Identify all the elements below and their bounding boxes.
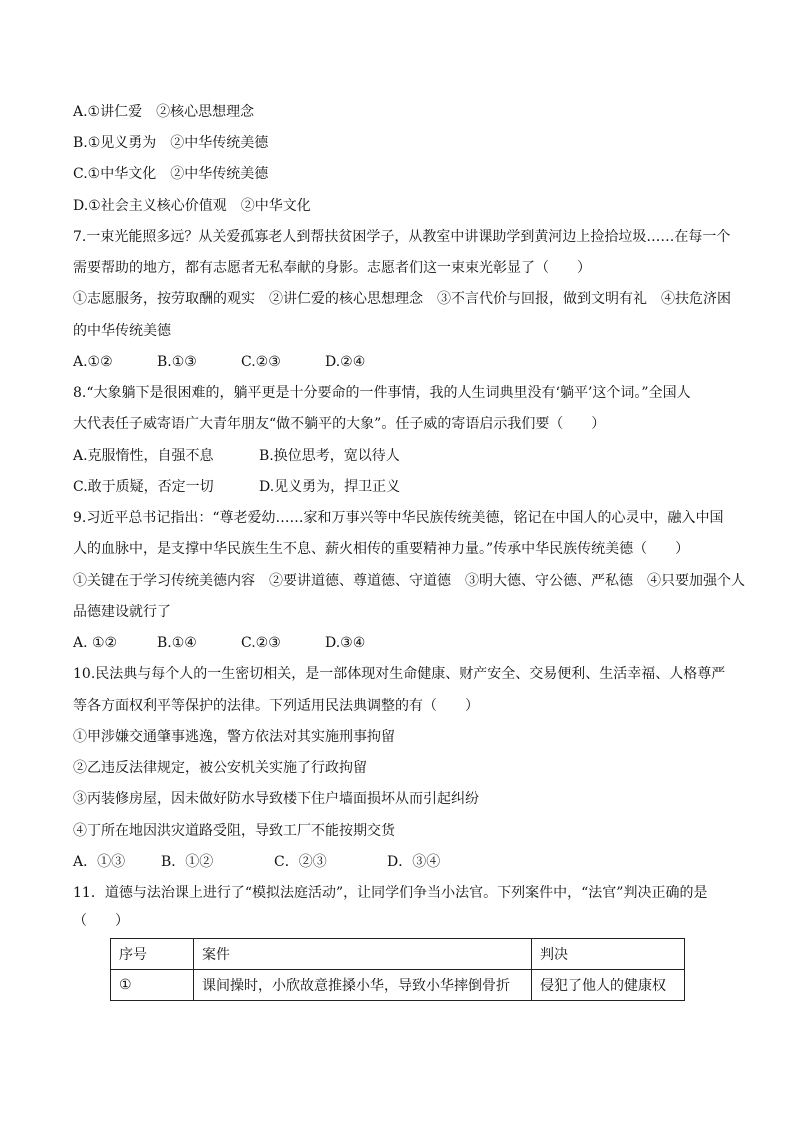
q11-stem-line-2: （ ） xyxy=(73,913,129,929)
q6-option-b: B.①见义勇为 ②中华传统美德 xyxy=(73,135,269,151)
q8-options-row-2 xyxy=(73,478,733,496)
table-header-row xyxy=(111,939,685,970)
q10-option-c: C．②③ xyxy=(274,854,327,870)
q9-stem-line-2: 人的血脉中，是支撑中华民族生生不息、薪火相传的重要精神力量。”传承中华民族传统美德（ ） xyxy=(73,541,690,557)
q7-option-a: A.①② xyxy=(73,354,113,370)
q10-statement-3: ③丙装修房屋，因未做好防水导致楼下住户墙面损坏从而引起纠纷 xyxy=(73,791,479,807)
q9-statements-line-1: ①关键在于学习传统美德内容 ②要讲道德、尊道德、守道德 ③明大德、守公德、严私德 ④只要加强个人 xyxy=(73,573,745,589)
q7-options xyxy=(73,353,733,371)
q7-stem-line-2: 需要帮助的地方，都有志愿者无私奉献的身影。志愿者们这一束束光彰显了（ ） xyxy=(73,260,591,276)
q9-option-c: C.②③ xyxy=(241,635,281,651)
q9-options xyxy=(73,634,733,652)
q8-stem-line-1: 8.“大象躺下是很困难的，躺平更是十分要命的一件事情，我的人生词典里没有‘躺平’这个词。”全国人 xyxy=(73,385,691,401)
q7-option-c: C.②③ xyxy=(241,354,281,370)
table-row xyxy=(111,970,685,1001)
q10-option-d: D．③④ xyxy=(387,854,441,870)
q7-option-d: D.②④ xyxy=(325,354,366,370)
q11-stem-line-1: 11．道德与法治课上进行了“模拟法庭活动”，让同学们争当小法官。下列案件中，“法官”判决正确的是 xyxy=(73,885,708,901)
case-table xyxy=(110,938,685,1001)
q8-option-b: B.换位思考，宽以待人 xyxy=(259,448,400,464)
q10-statement-1: ①甲涉嫌交通肇事逃逸，警方依法对其实施刑事拘留 xyxy=(73,729,395,745)
q7-option-b: B.①③ xyxy=(157,354,197,370)
header-case: 案件 xyxy=(194,939,532,970)
q7-statements-line-2: 的中华传统美德 xyxy=(73,323,171,339)
q7-statements-line-1: ①志愿服务，按劳取酬的观实 ②讲仁爱的核心思想理念 ③不言代价与回报，做到文明有礼 ④扶危济困 xyxy=(73,291,731,307)
q10-stem-line-2: 等各方面权利平等保护的法律。下列适用民法典调整的有（ ） xyxy=(73,698,479,714)
q10-option-b: B．①② xyxy=(161,854,214,870)
q10-options xyxy=(73,853,733,871)
q9-option-a: A. ①② xyxy=(73,635,118,651)
q6-option-a: A.①讲仁爱 ②核心思想理念 xyxy=(73,104,255,120)
q6-option-d: D.①社会主义核心价值观 ②中华文化 xyxy=(73,198,311,214)
row-case: 课间操时，小欣故意推搡小华，导致小华摔倒骨折 xyxy=(194,970,532,1001)
row-number: ① xyxy=(111,970,194,1001)
q6-option-c: C.①中华文化 ②中华传统美德 xyxy=(73,166,269,182)
q9-option-b: B.①④ xyxy=(157,635,197,651)
q8-stem-line-2: 大代表任子威寄语广大青年朋友“做不躺平的大象”。任子威的寄语启示我们要（ ） xyxy=(73,416,606,432)
q10-statement-4: ④丁所在地因洪灾道路受阻，导致工厂不能按期交货 xyxy=(73,823,395,839)
q8-option-d: D.见义勇为，捍卫正义 xyxy=(259,479,401,495)
q9-stem-line-1: 9.习近平总书记指出：“尊老爱幼……家和万事兴等中华民族传统美德，铭记在中国人的心灵中，融入中国 xyxy=(73,510,724,526)
q9-statements-line-2: 品德建设就行了 xyxy=(73,604,171,620)
q8-option-c: C.敢于质疑，否定一切 xyxy=(73,479,214,495)
q7-stem-line-1: 7.一束光能照多远？从关爱孤寡老人到帮扶贫困学子，从教室中讲课助学到黄河边上捡拾垃圾……在每一个 xyxy=(73,229,731,245)
q10-stem-line-1: 10.民法典与每个人的一生密切相关，是一部体现对生命健康、财产安全、交易便利、生活幸福、人格尊严 xyxy=(73,666,726,682)
header-number: 序号 xyxy=(111,939,194,970)
header-judgment: 判决 xyxy=(532,939,685,970)
q10-statement-2: ②乙违反法律规定，被公安机关实施了行政拘留 xyxy=(73,760,367,776)
row-judgment: 侵犯了他人的健康权 xyxy=(532,970,685,1001)
q9-option-d: D.③④ xyxy=(325,635,366,651)
q10-option-a: A．①③ xyxy=(73,854,126,870)
q8-option-a: A.克服惰性，自强不息 xyxy=(73,448,214,464)
q8-options-row-1 xyxy=(73,447,733,465)
